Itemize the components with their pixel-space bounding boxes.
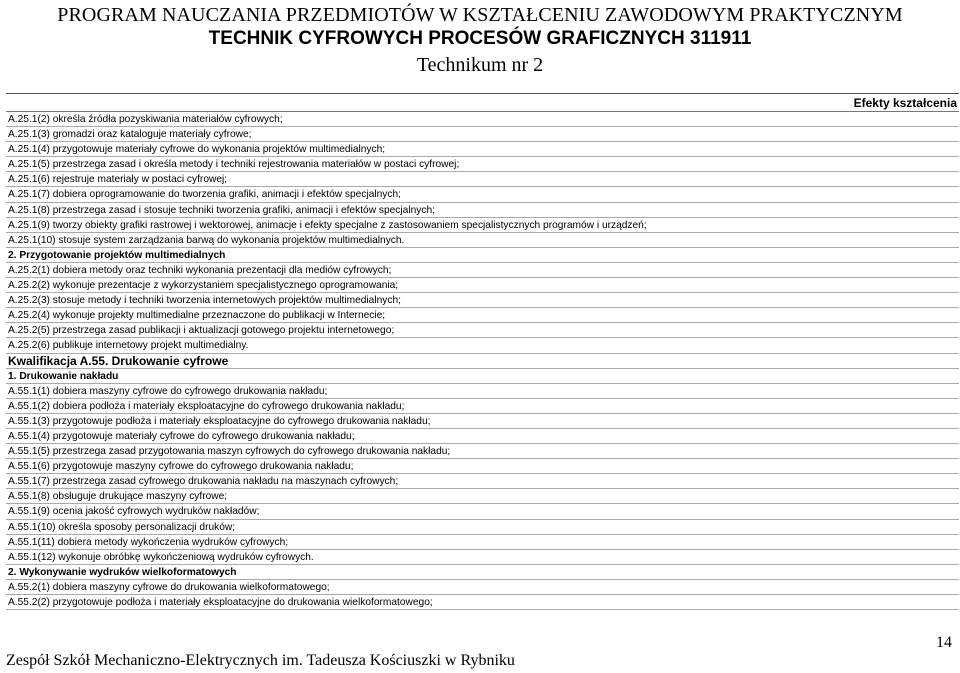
table-row: A.25.1(7) dobiera oprogramowanie do tworzenia grafiki, animacji i efektów specjalnych; (6, 187, 959, 202)
table-row: A.25.2(3) stosuje metody i techniki tworzenia internetowych projektów multimedialnych; (6, 293, 959, 308)
table-row: A.55.1(6) przygotowuje maszyny cyfrowe do cyfrowego drukowania nakładu; (6, 459, 959, 474)
section-heading-row: Kwalifikacja A.55. Drukowanie cyfrowe (6, 354, 959, 369)
table-row: A.25.1(4) przygotowuje materiały cyfrowe do wykonania projektów multimedialnych; (6, 142, 959, 157)
table-row: A.55.1(8) obsługuje drukujące maszyny cyfrowe; (6, 489, 959, 504)
table-row: A.55.1(3) przygotowuje podłoża i materiały eksploatacyjne do cyfrowego drukowania nakładu; (6, 414, 959, 429)
page-number: 14 (936, 634, 952, 651)
table-body (6, 112, 959, 610)
table-row: A.25.2(5) przestrzega zasad publikacji i aktualizacji gotowego projektu internetowego; (6, 323, 959, 338)
table-row: A.25.2(4) wykonuje projekty multimedialne przeznaczone do publikacji w Internecie; (6, 308, 959, 323)
table-row: A.55.1(9) ocenia jakość cyfrowych wydruków nakładów; (6, 504, 959, 519)
table-row: A.55.1(1) dobiera maszyny cyfrowe do cyfrowego drukowania nakładu; (6, 384, 959, 399)
table-row: A.25.1(3) gromadzi oraz kataloguje materiały cyfrowe; (6, 127, 959, 142)
table-row: A.55.1(12) wykonuje obróbkę wykończeniową wydruków cyfrowych. (6, 550, 959, 565)
table-row: A.25.1(5) przestrzega zasad i określa metody i techniki rejestrowania materiałów w postaci cyfrowej; (6, 157, 959, 172)
section-heading-row: 1. Drukowanie nakładu (6, 369, 959, 384)
table-row: A.55.1(5) przestrzega zasad przygotowania maszyn cyfrowych do cyfrowego drukowania nakładu; (6, 444, 959, 459)
table-row: A.55.2(2) przygotowuje podłoża i materiały eksploatacyjne do drukowania wielkoformatowego; (6, 595, 959, 610)
table-row: A.25.1(6) rejestruje materiały w postaci cyfrowej; (6, 172, 959, 187)
section-heading-row: 2. Wykonywanie wydruków wielkoformatowych (6, 565, 959, 580)
page-footer: Zespół Szkół Mechaniczno-Elektrycznych im. Tadeusza Kościuszki w Rybniku (6, 652, 515, 669)
program-title: PROGRAM NAUCZANIA PRZEDMIOTÓW W KSZTAŁCENIU ZAWODOWYM PRAKTYCZNYM (57, 4, 903, 26)
table-row: A.55.1(11) dobiera metody wykończenia wydruków cyfrowych; (6, 535, 959, 550)
section-heading-row: 2. Przygotowanie projektów multimedialnych (6, 248, 959, 263)
table-row: A.25.1(2) określa źródła pozyskiwania materiałów cyfrowych; (6, 112, 959, 127)
table-row: A.55.1(2) dobiera podłoża i materiały eksploatacyjne do cyfrowego drukowania nakładu; (6, 399, 959, 414)
table-row: A.55.1(10) określa sposoby personalizacji druków; (6, 520, 959, 535)
table-row: A.25.2(2) wykonuje prezentacje z wykorzystaniem specjalistycznego oprogramowania; (6, 278, 959, 293)
profession-title: TECHNIK CYFROWYCH PROCESÓW GRAFICZNYCH 311911 (208, 28, 752, 49)
document-header (0, 0, 960, 76)
table-row: A.25.2(6) publikuje internetowy projekt multimedialny. (6, 338, 959, 353)
learning-outcomes-table (6, 93, 959, 610)
table-row: A.25.2(1) dobiera metody oraz techniki wykonania prezentacji dla mediów cyfrowych; (6, 263, 959, 278)
table-row: A.55.1(4) przygotowuje materiały cyfrowe do cyfrowego drukowania nakładu; (6, 429, 959, 444)
table-column-header: Efekty kształcenia (6, 94, 959, 112)
table-row: A.25.1(8) przestrzega zasad i stosuje techniki tworzenia grafiki, animacji i efektów specjalnych; (6, 203, 959, 218)
table-row: A.25.1(10) stosuje system zarządzania barwą do wykonania projektów multimedialnych. (6, 233, 959, 248)
table-row: A.55.2(1) dobiera maszyny cyfrowe do drukowania wielkoformatowego; (6, 580, 959, 595)
table-row: A.55.1(7) przestrzega zasad cyfrowego drukowania nakładu na maszynach cyfrowych; (6, 474, 959, 489)
table-row: A.25.1(9) tworzy obiekty grafiki rastrowej i wektorowej, animacje i efekty specjalne z zastosowaniem specjalistycznych programów i urządzeń; (6, 218, 959, 233)
school-name: Technikum nr 2 (416, 54, 544, 76)
